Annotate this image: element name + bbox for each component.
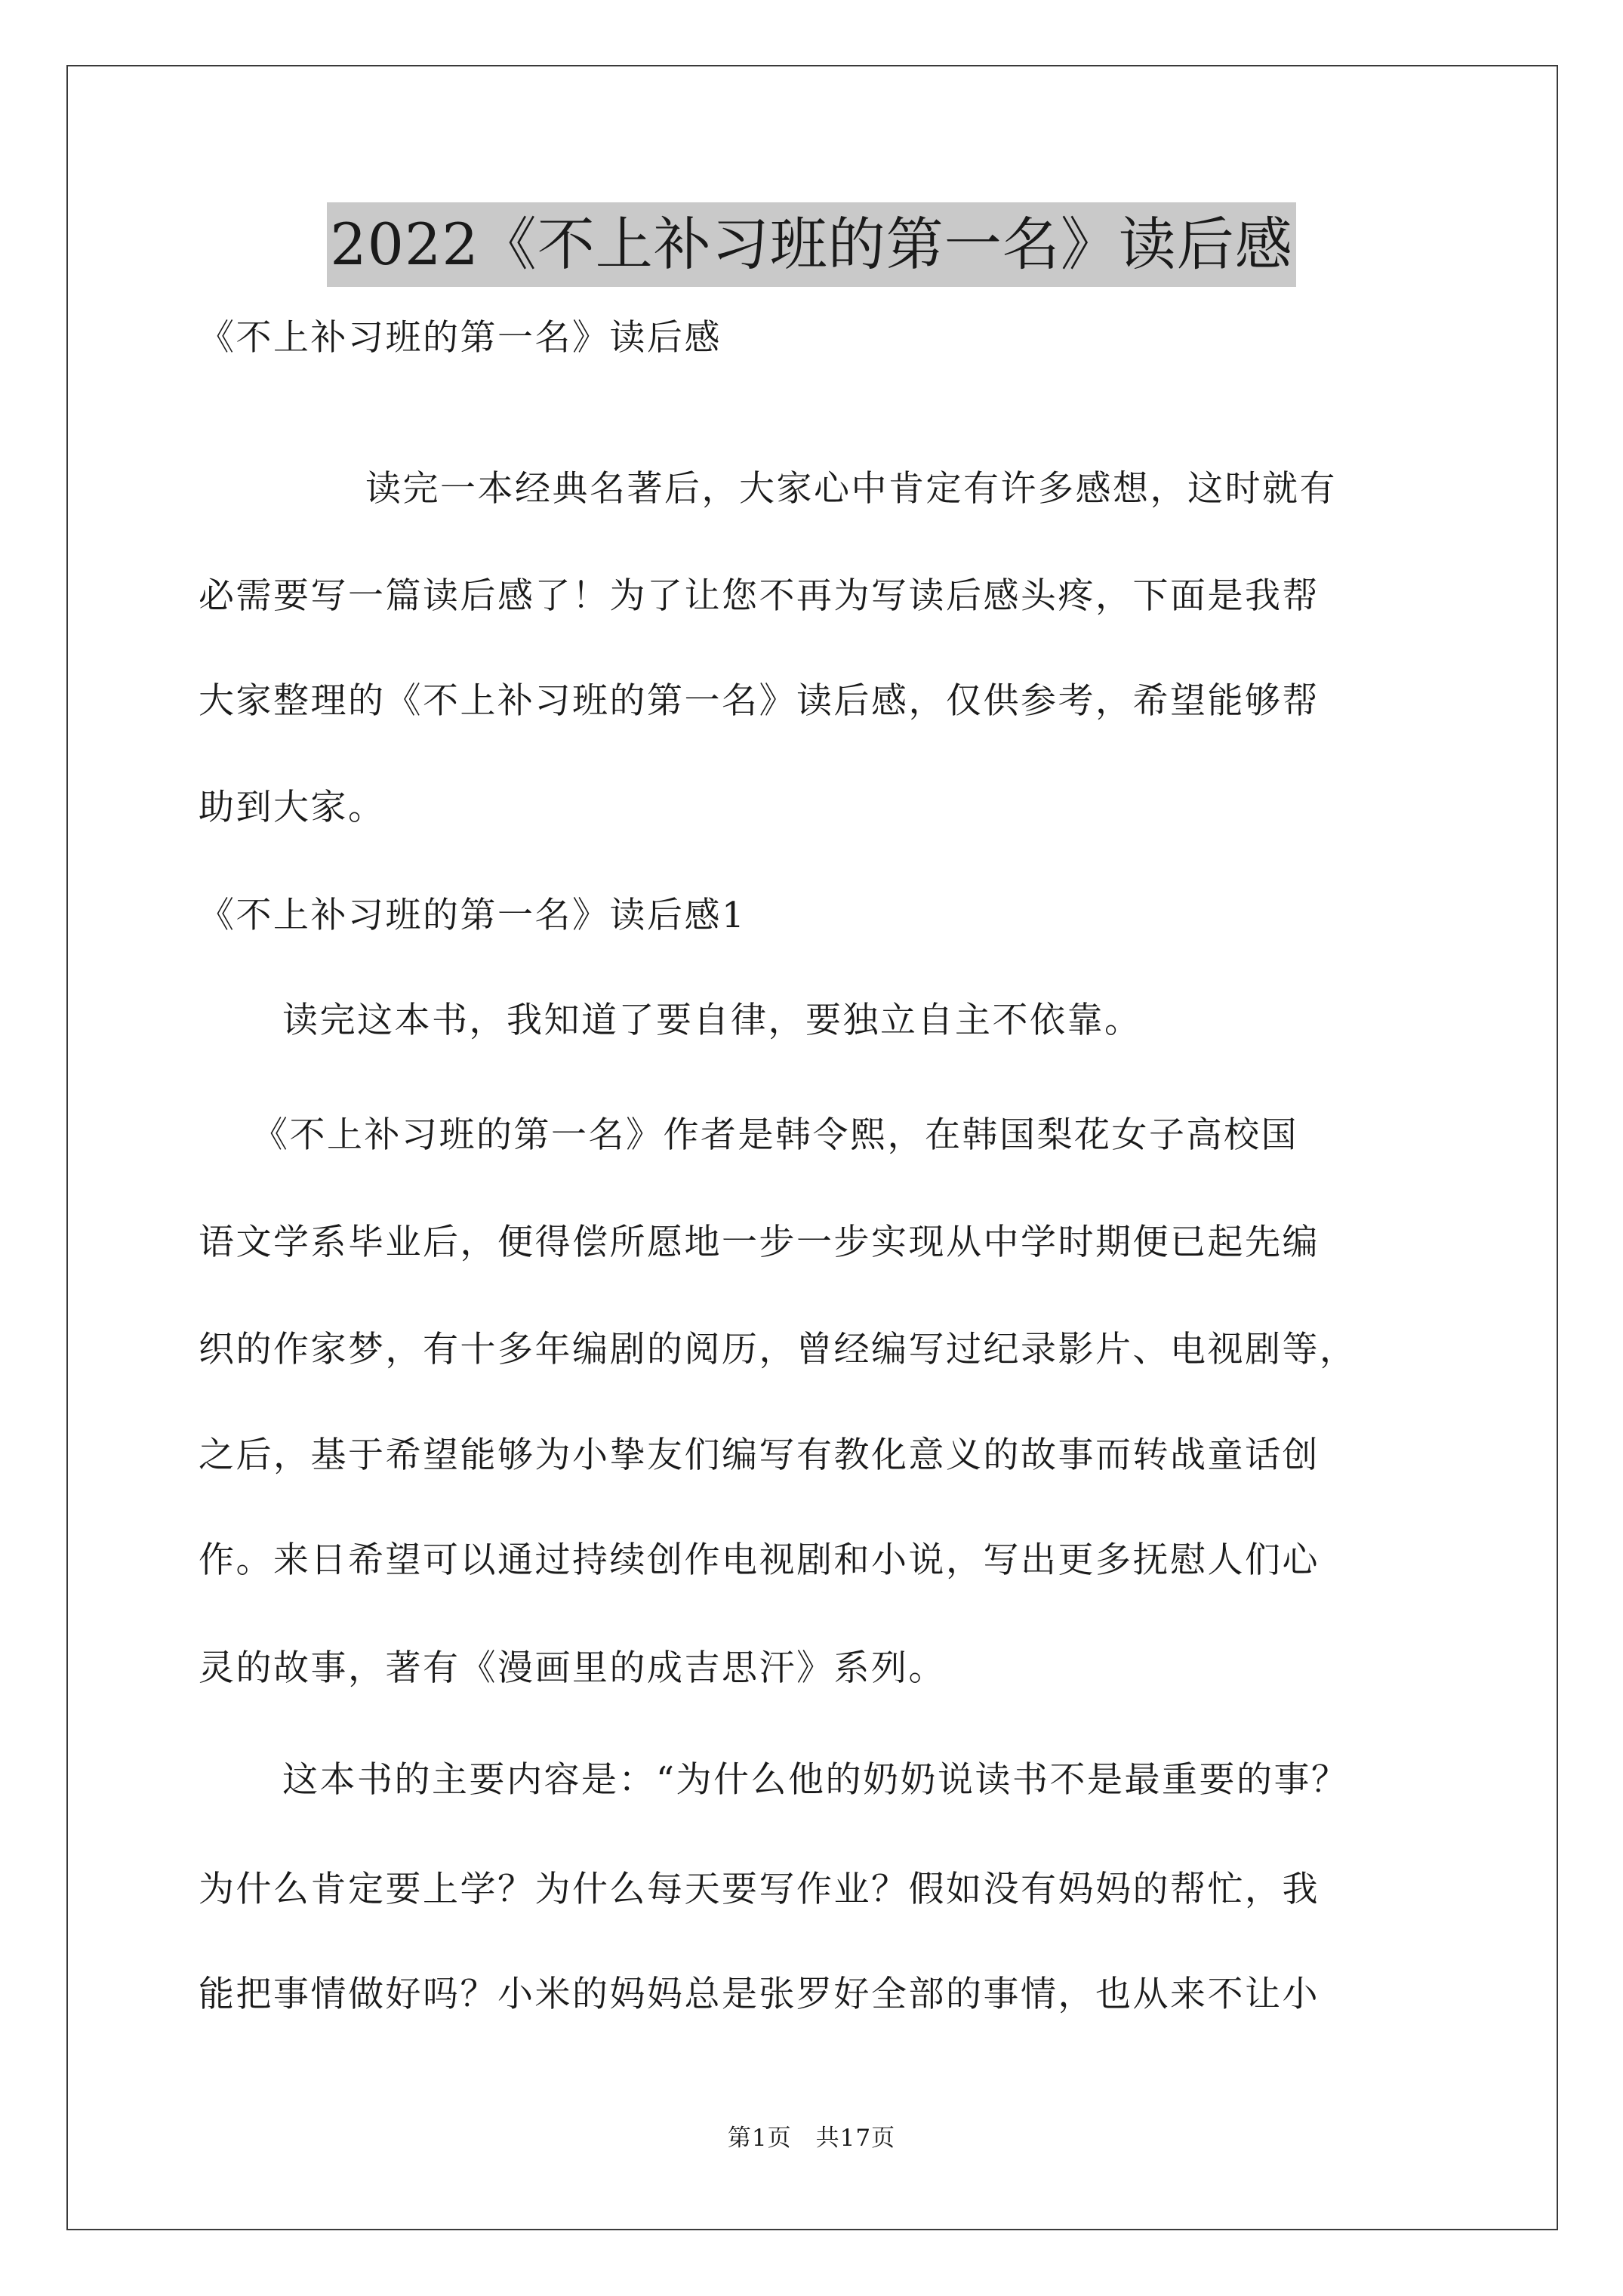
- paragraph-line: 为什么肯定要上学？为什么每天要写作业？假如没有妈妈的帮忙，我: [199, 1869, 1320, 1910]
- paragraph-line: 读完一本经典名著后，大家心中肯定有许多感想，这时就有: [365, 468, 1337, 510]
- paragraph-line: 语文学系毕业后，便得偿所愿地一步一步实现从中学时期便已起先编: [199, 1222, 1320, 1263]
- page-footer: 第1页 共17页: [727, 2125, 896, 2152]
- paragraph-line: 必需要写一篇读后感了！为了让您不再为写读后感头疼，下面是我帮: [199, 575, 1320, 617]
- paragraph-line: 读完这本书，我知道了要自律，要独立自主不依靠。: [282, 1000, 1142, 1041]
- section-heading: 《不上补习班的第一名》读后感1: [199, 895, 747, 936]
- paragraph-line: 作。来日希望可以通过持续创作电视剧和小说，写出更多抚慰人们心: [199, 1539, 1320, 1581]
- paragraph-line: 助到大家。: [199, 787, 386, 828]
- subtitle-line: 《不上补习班的第一名》读后感: [199, 317, 722, 359]
- paragraph-line: 大家整理的《不上补习班的第一名》读后感，仅供参考，希望能够帮: [199, 680, 1320, 722]
- paragraph-line: 能把事情做好吗？小米的妈妈总是张罗好全部的事情，也从来不让小: [199, 1974, 1320, 2015]
- document-title: 2022《不上补习班的第一名》读后感: [327, 202, 1295, 287]
- paragraph-line: 灵的故事，著有《漫画里的成吉思汗》系列。: [199, 1647, 946, 1689]
- paragraph-line: 这本书的主要内容是：“为什么他的奶奶说读书不是最重要的事？: [282, 1759, 1349, 1801]
- title-wrap: [0, 202, 1623, 287]
- paragraph-line: 《不上补习班的第一名》作者是韩令熙，在韩国梨花女子高校国: [252, 1114, 1298, 1156]
- paragraph-line: 织的作家梦，有十多年编剧的阅历，曾经编写过纪录影片、电视剧等，: [199, 1329, 1357, 1370]
- paragraph-line: 之后，基于希望能够为小挚友们编写有教化意义的故事而转战童话创: [199, 1435, 1320, 1476]
